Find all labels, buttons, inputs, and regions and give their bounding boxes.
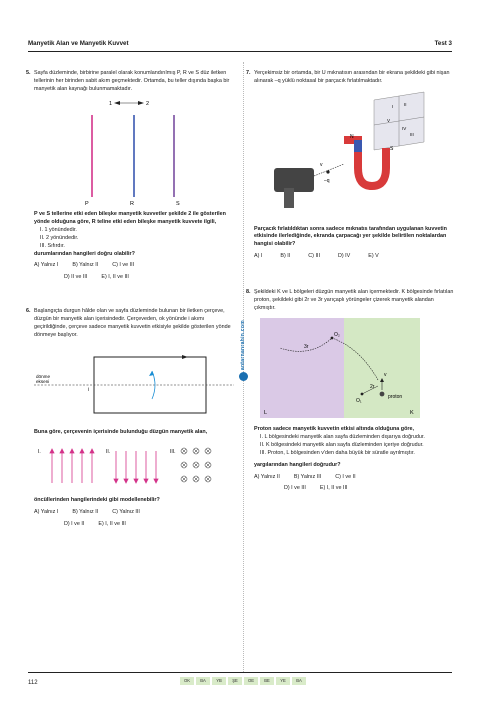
q7-figure bbox=[254, 90, 454, 220]
q5-option-e[interactable]: E) I, II ve III bbox=[101, 274, 129, 281]
pole-n-label: N bbox=[350, 133, 354, 140]
q6-tail: öncüllerinden hangilerindeki gibi modellenebilir? bbox=[34, 497, 160, 504]
q8-options-row2 bbox=[254, 485, 454, 493]
field-model-i-label: I. bbox=[38, 449, 41, 456]
q5-options-row1 bbox=[34, 262, 234, 270]
q5-figure bbox=[34, 97, 234, 207]
answer-key-strip bbox=[180, 677, 306, 685]
velocity-label: v bbox=[320, 161, 323, 168]
radius-3r-label: 3r bbox=[304, 344, 309, 351]
center-o2-label: O₂ bbox=[334, 332, 340, 339]
q7-stem: Yerçekimsiz bir ortamda, bir U mıknatısın arasından bir ekrana şekildeki gibi nişan alınarak –q yüklü noktasal bir parçacık fırlatılmaktadır. bbox=[254, 70, 450, 84]
q7-question: Parçacık fırlatıldıktan sonra sadece mıknatıs tarafından uygulanan kuvvetin etkisinde ilerlediğinde, ekranda çarpacağı yer şekilde belirtilen noktalardan hangisi olabilir? bbox=[254, 225, 447, 248]
question-7: 7. Yerçekimsiz bir ortamda, bir U mıknatısın arasından bir ekrana şekildeki gibi nişan alınarak –q yüklü noktasal bir parçacık fırlatılmaktadır. I II V IV III N S v –q Parçacık fırlatıldıktan sonra sadece mıknatıs tarafından uygulanan kuvvetin etkisinde ilerlediğinde, ekranda çarpacağı yer şekilde belirtilen noktalardan hangisi olabilir? A) I B) II C) III D) IV E) V bbox=[254, 70, 454, 261]
q6-question: Buna göre, çerçevenin içerisinde bulunduğu düzgün manyetik alan, bbox=[34, 429, 208, 436]
region-l-label: L bbox=[264, 410, 268, 417]
q7-option-e[interactable]: E) V bbox=[368, 253, 379, 260]
center-o1-label: O₁ bbox=[356, 398, 362, 405]
axis-label-2: ekseni bbox=[36, 379, 50, 385]
q5-option-d[interactable]: D) II ve III bbox=[64, 274, 88, 281]
q5-dir2-label: 2 bbox=[146, 101, 150, 108]
point-v-label: V bbox=[387, 117, 391, 123]
field-model-ii-label: II. bbox=[106, 449, 111, 456]
field-model-iii-label: III. bbox=[170, 449, 176, 456]
q5-item-2: II. 2 yönündedir. bbox=[40, 234, 79, 241]
q5-option-c[interactable]: C) I ve III bbox=[112, 262, 135, 269]
current-label: i bbox=[88, 387, 90, 394]
q5-item-3: III. Sıfırdır. bbox=[40, 242, 65, 249]
page-header bbox=[28, 38, 452, 52]
q6-stem: Başlangıçta durgun hâlde olan ve sayfa düzleminde bulunan bir iletken çerçeve, düzgün bir manyetik alan içerisindedir. Çerçeveden, ok yönünde i akımı geçirildiğinde, çerçeve sadece manyetik kuvvetin etkisiyle şekilde gösterilen yönde dönmeye başlıyor. bbox=[34, 308, 231, 338]
publisher-logo: antarnanrahin.com bbox=[236, 320, 250, 410]
q5-dir1-label: 1 bbox=[109, 101, 113, 108]
question-5: 5. Sayfa düzleminde, birbirine paralel olarak konumlandırılmış P, R ve S düz iletken tellerinin her birinden sabit akım geçmektedir. Ortamda, bu teller dışında başka bir manyetik alan kaynağı bulunmamaktadır. 1 2 P R S P ve S tellerine etki eden bileşke manyetik kuvvetler şekilde 2 ile gösterilen yönde olduğuna göre, R teline etki eden bileşke manyetik kuvvete ilgili, I. 1 yönündedir. II. 2 yönündedir. III. Sıfırdır. durumlarından hangileri doğru olabilir? A) Yalnız I B) Yalnız II C) I ve III D) II ve III E) I, II ve III bbox=[34, 70, 234, 282]
q7-options bbox=[254, 253, 454, 261]
charge-label: –q bbox=[324, 177, 330, 184]
answer-key: BA bbox=[292, 677, 306, 685]
radius-2r-label: 2r bbox=[370, 384, 375, 391]
answer-key: YB bbox=[212, 677, 226, 685]
q6-option-d[interactable]: D) I ve II bbox=[64, 520, 85, 527]
q5-option-b[interactable]: B) Yalnız II bbox=[72, 262, 99, 269]
q8-figure bbox=[260, 318, 420, 418]
region-k-label: K bbox=[410, 410, 414, 417]
q5-options-row2 bbox=[34, 274, 234, 282]
left-column bbox=[26, 70, 234, 529]
q8-options-row1 bbox=[254, 474, 454, 482]
logo-icon bbox=[239, 372, 248, 381]
q8-item-3: III. Proton, L bölgesinden v'den daha büyük bir süratle ayrılmıştır. bbox=[260, 449, 415, 456]
q8-item-1: I. L bölgesindeki manyetik alan sayfa düzleminden dışarıya doğrudur. bbox=[260, 434, 425, 441]
q8-option-d[interactable]: D) I ve III bbox=[284, 485, 306, 492]
point-iii-label: III bbox=[410, 131, 414, 137]
q7-option-b[interactable]: B) II bbox=[280, 253, 291, 260]
wire-s-label: S bbox=[176, 201, 180, 208]
point-ii-label: II bbox=[404, 101, 407, 107]
answer-key: OK bbox=[180, 677, 194, 685]
q6-options-row1 bbox=[34, 509, 234, 517]
answer-key: BE bbox=[260, 677, 274, 685]
answer-key: OE bbox=[244, 677, 258, 685]
q7-option-c[interactable]: C) III bbox=[308, 253, 320, 260]
q8-item-2: II. K bölgesindeki manyetik alan sayfa düzleminden içeriye doğrudur. bbox=[260, 442, 424, 449]
point-i-label: I bbox=[392, 103, 394, 109]
page-number: 112 bbox=[28, 679, 38, 686]
q6-options-row2 bbox=[34, 521, 234, 529]
section-title: Manyetik Alan ve Manyetik Kuvvet bbox=[28, 40, 129, 47]
q8-option-a[interactable]: A) Yalnız II bbox=[254, 473, 280, 480]
q6-option-e[interactable]: E) I, II ve III bbox=[98, 520, 126, 527]
point-iv-label: IV bbox=[402, 125, 407, 131]
q8-option-e[interactable]: E) I, II ve III bbox=[319, 485, 348, 492]
q7-option-a[interactable]: A) I bbox=[254, 253, 263, 260]
q6-field-models bbox=[34, 441, 234, 491]
q8-tail: yargılarından hangileri doğrudur? bbox=[254, 461, 341, 468]
answer-key: YE bbox=[276, 677, 290, 685]
q8-stem: Şekildeki K ve L bölgeleri düzgün manyetik alan içermektedir. K bölgesinde fırlatılan proton, şekildeki gibi 2r ve 3r yarıçaplı yörüngeler çizerek manyetik alandan çıkmıştır. bbox=[254, 288, 454, 311]
q8-option-b[interactable]: B) Yalnız III bbox=[293, 473, 322, 480]
q5-question: P ve S tellerine etki eden bileşke manyetik kuvvetler şekilde 2 ile gösterilen yönde olduğuna göre, R teline etki eden bileşke manyetik kuvvete ilgili, bbox=[34, 211, 226, 226]
answer-key: ŞE bbox=[228, 677, 242, 685]
q6-option-a[interactable]: A) Yalnız I bbox=[34, 509, 59, 516]
proton-label: proton bbox=[388, 394, 403, 401]
test-number: Test 3 bbox=[434, 40, 452, 47]
question-8: 8. Şekildeki K ve L bölgeleri düzgün manyetik alan içermektedir. K bölgesinde fırlatılan proton, şekildeki gibi 2r ve 3r yarıçaplı yörüngeler çizerek manyetik alandan çıkmıştır. O₂ O₁ 3r 2r v proton L K Proton sadece manyetik kuvvetin etkisi altında olduğuna göre, I. L bölgesindeki manyetik alan sayfa düzleminden dışarıya doğrudur. II. K bölgesindeki manyetik alan sayfa düzleminden içeriye doğrudur. III. Proton, L bölgesinden v'den daha büyük bir süratle ayrılmıştır. yargılarından hangileri doğrudur? A) Yalnız II B) Yalnız III C) I ve II D) I ve III E) I, II ve III bbox=[246, 288, 454, 492]
right-column bbox=[246, 70, 454, 493]
question-6: 6. Başlangıçta durgun hâlde olan ve sayfa düzleminde bulunan bir iletken çerçeve, düzgün bir manyetik alan içerisindedir. Çerçeveden, ok yönünde i akımı geçirildiğinde, çerçeve sadece manyetik kuvvetin etkisiyle şekilde gösterilen yönde dönmeye başlıyor. dönme ekseni i Buna göre, çerçevenin içerisinde bulunduğu düzgün manyetik alan, I. II. III. öncüllerinden hangilerindeki gibi modellenebilir? A) Yalnız I B) Yalnız II C) Yalnız III D) I ve II E) I, II ve III bbox=[34, 308, 234, 529]
pole-s-label: S bbox=[390, 145, 394, 152]
q7-option-d[interactable]: D) IV bbox=[337, 253, 351, 260]
q6-option-c[interactable]: C) Yalnız III bbox=[112, 509, 140, 516]
answer-key: BA bbox=[196, 677, 210, 685]
q8-velocity-label: v bbox=[384, 372, 387, 379]
q6-option-b[interactable]: B) Yalnız II bbox=[72, 509, 99, 516]
wire-p-label: P bbox=[85, 201, 89, 208]
axis-label-1: dönme bbox=[36, 374, 51, 380]
q6-figure bbox=[34, 345, 234, 425]
q8-question: Proton sadece manyetik kuvvetin etkisi altında olduğuna göre, bbox=[254, 426, 414, 433]
q5-tail: durumlarından hangileri doğru olabilir? bbox=[34, 250, 135, 257]
q8-option-c[interactable]: C) I ve II bbox=[335, 473, 356, 480]
q5-stem: Sayfa düzleminde, birbirine paralel olarak konumlandırılmış P, R ve S düz iletken tellerinin her birinden sabit akım geçmektedir. Ortamda, bu teller dışında başka bir manyetik alan kaynağı bulunmamaktadır. bbox=[34, 70, 230, 92]
q5-option-a[interactable]: A) Yalnız I bbox=[34, 262, 59, 269]
wire-r-label: R bbox=[130, 201, 134, 208]
q5-item-1: I. 1 yönündedir. bbox=[40, 227, 77, 234]
